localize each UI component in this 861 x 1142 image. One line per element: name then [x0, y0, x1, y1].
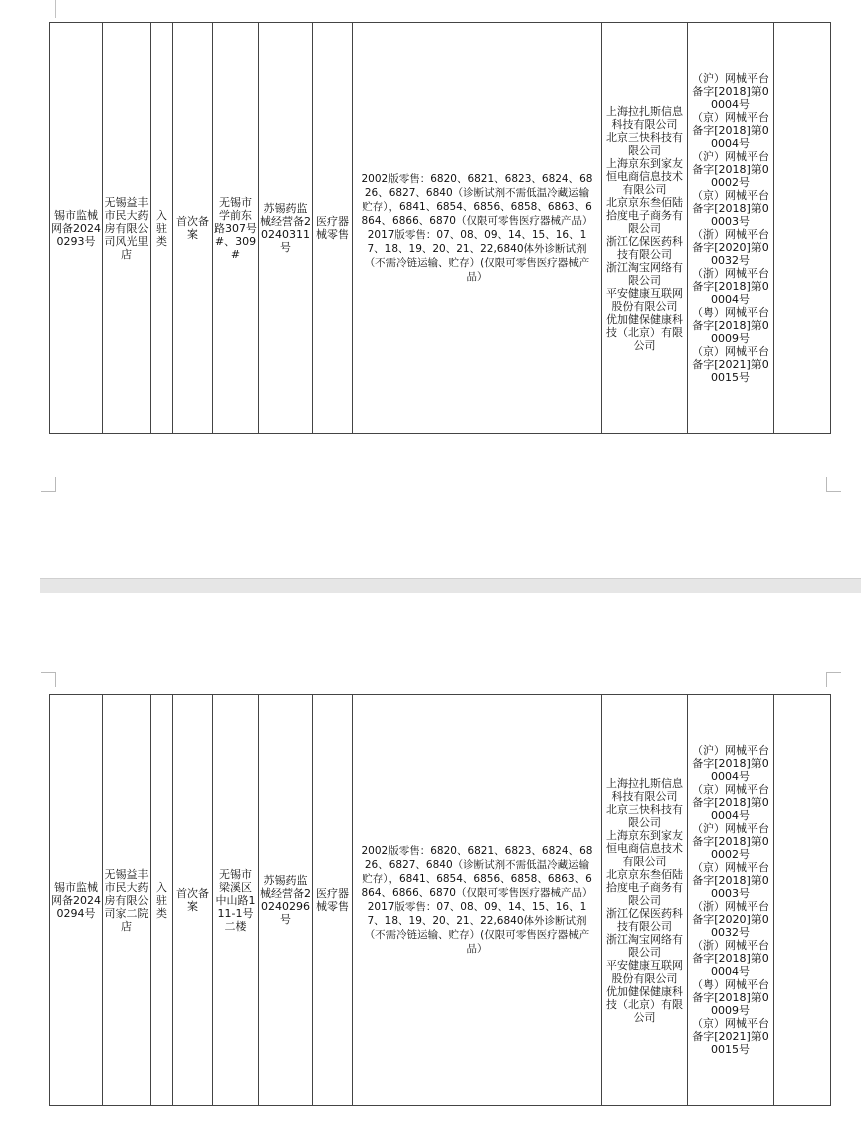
- filing-type: [173, 695, 213, 1106]
- license-number-text: 苏锡药监械经营备20240296号: [260, 874, 311, 926]
- scope-2017-text: 2017版零售：07、08、09、14、15、16、17、18、19、20、21、22,6840体外诊断试剂（不需冷链运输、贮存）(仅限可零售医疗器械产品）: [364, 229, 590, 283]
- platform-filing-number: （沪）网械平台备字[2018]第00004号: [692, 744, 769, 783]
- registration-number-text: 锡市监械网备20240293号: [51, 208, 101, 248]
- company-name: [103, 695, 151, 1106]
- platform-name: 上海京东到家友恒电商信息技术有限公司: [606, 828, 683, 868]
- license-number: [259, 23, 313, 434]
- business-category: [313, 23, 353, 434]
- business-scope: [353, 23, 602, 434]
- platform-filing-number: （浙）网械平台备字[2018]第00004号: [692, 939, 769, 978]
- address: [213, 23, 259, 434]
- platform-filing-number: （粤）网械平台备字[2018]第00009号: [692, 306, 769, 345]
- platform-name: 上海拉扎斯信息科技有限公司: [606, 104, 683, 131]
- entity-type: [151, 23, 173, 434]
- platform-filing-number: （京）网械平台备字[2018]第00003号: [692, 861, 769, 900]
- filing-type-text: 首次备案: [176, 887, 209, 913]
- platform-name: 上海京东到家友恒电商信息技术有限公司: [606, 156, 683, 196]
- platform-name: 优加健保健康科技（北京）有限公司: [606, 312, 683, 352]
- platform-filing-number: （浙）网械平台备字[2018]第00004号: [692, 267, 769, 306]
- business-category-text: 医疗器械零售: [316, 215, 349, 241]
- note-cell: [774, 23, 831, 434]
- platform-filing-number: （京）网械平台备字[2018]第00004号: [692, 111, 769, 150]
- company-name-text: 无锡益丰市民大药房有限公司家二院店: [104, 867, 149, 933]
- platform-name: 北京京东叁佰陆拾度电子商务有限公司: [606, 867, 683, 907]
- platform-list: [602, 695, 688, 1106]
- platform-filing-number: （沪）网械平台备字[2018]第00002号: [692, 822, 769, 861]
- platform-filing-number: （沪）网械平台备字[2018]第00004号: [692, 72, 769, 111]
- entity-type: [151, 695, 173, 1106]
- registration-number: [50, 695, 103, 1106]
- corner-mark-br: [826, 672, 841, 687]
- platform-name: 浙江亿保医药科技有限公司: [606, 234, 683, 261]
- platform-filing-number: （粤）网械平台备字[2018]第00009号: [692, 978, 769, 1017]
- filing-type: [173, 23, 213, 434]
- corner-mark-tl: [41, 477, 56, 492]
- scope-2002-text: 2002版零售：6820、6821、6823、6824、6826、6827、6840（诊断试剂不需低温冷藏运输贮存），6841、6854、6856、6858、6863、6864、6866、6870（仅限可零售医疗器械产品）: [361, 845, 593, 899]
- platform-filing-number: （浙）网械平台备字[2020]第00032号: [692, 900, 769, 939]
- top-margin-line: [55, 0, 56, 18]
- note-cell: [774, 695, 831, 1106]
- address-text: 无锡市学前东路307号#、309#: [214, 195, 257, 261]
- platform-filing-list: [688, 695, 774, 1106]
- platform-filing-number: （京）网械平台备字[2018]第00003号: [692, 189, 769, 228]
- platform-name: 上海拉扎斯信息科技有限公司: [606, 776, 683, 803]
- platform-filing-number: （京）网械平台备字[2021]第00015号: [692, 1017, 769, 1056]
- corner-mark-tr: [826, 477, 841, 492]
- table-row: [50, 695, 831, 1106]
- license-number: [259, 695, 313, 1106]
- platform-name: 北京三快科技有限公司: [606, 130, 683, 157]
- platform-name: 优加健保健康科技（北京）有限公司: [606, 984, 683, 1024]
- platform-filing-number: （京）网械平台备字[2021]第00015号: [692, 345, 769, 384]
- license-number-text: 苏锡药监械经营备20240311号: [260, 202, 311, 254]
- platform-name: 北京三快科技有限公司: [606, 802, 683, 829]
- address-text: 无锡市梁溪区中山路111-1号二楼: [215, 867, 256, 933]
- business-scope: [353, 695, 602, 1106]
- platform-filing-list: [688, 23, 774, 434]
- platform-name: 平安健康互联网股份有限公司: [606, 958, 683, 985]
- address: [213, 695, 259, 1106]
- company-name: [103, 23, 151, 434]
- platform-name: 平安健康互联网股份有限公司: [606, 286, 683, 313]
- corner-mark-bl: [41, 672, 56, 687]
- entity-type-text: 入驻类: [156, 208, 167, 248]
- table-row: [50, 23, 831, 434]
- platform-name: 浙江淘宝网络有限公司: [606, 260, 683, 287]
- record-table-1: [49, 22, 831, 434]
- platform-list: [602, 23, 688, 434]
- scope-2017-text: 2017版零售：07、08、09、14、15、16、17、18、19、20、21、22,6840体外诊断试剂（不需冷链运输、贮存）(仅限可零售医疗器械产品）: [364, 901, 590, 955]
- entity-type-text: 入驻类: [156, 880, 167, 920]
- filing-type-text: 首次备案: [176, 215, 209, 241]
- record-table-2: [49, 694, 831, 1106]
- registration-number: [50, 23, 103, 434]
- scope-2002-text: 2002版零售：6820、6821、6823、6824、6826、6827、6840（诊断试剂不需低温冷藏运输贮存），6841、6854、6856、6858、6863、6864、6866、6870（仅限可零售医疗器械产品）: [361, 173, 593, 227]
- registration-number-text: 锡市监械网备20240294号: [51, 880, 101, 920]
- company-name-text: 无锡益丰市民大药房有限公司风光里店: [104, 195, 149, 261]
- platform-filing-number: （浙）网械平台备字[2020]第00032号: [692, 228, 769, 267]
- platform-name: 浙江淘宝网络有限公司: [606, 932, 683, 959]
- business-category-text: 医疗器械零售: [316, 887, 349, 913]
- platform-name: 北京京东叁佰陆拾度电子商务有限公司: [606, 195, 683, 235]
- platform-filing-number: （沪）网械平台备字[2018]第00002号: [692, 150, 769, 189]
- platform-name: 浙江亿保医药科技有限公司: [606, 906, 683, 933]
- platform-filing-number: （京）网械平台备字[2018]第00004号: [692, 783, 769, 822]
- business-category: [313, 695, 353, 1106]
- page-break-gap: [40, 578, 861, 594]
